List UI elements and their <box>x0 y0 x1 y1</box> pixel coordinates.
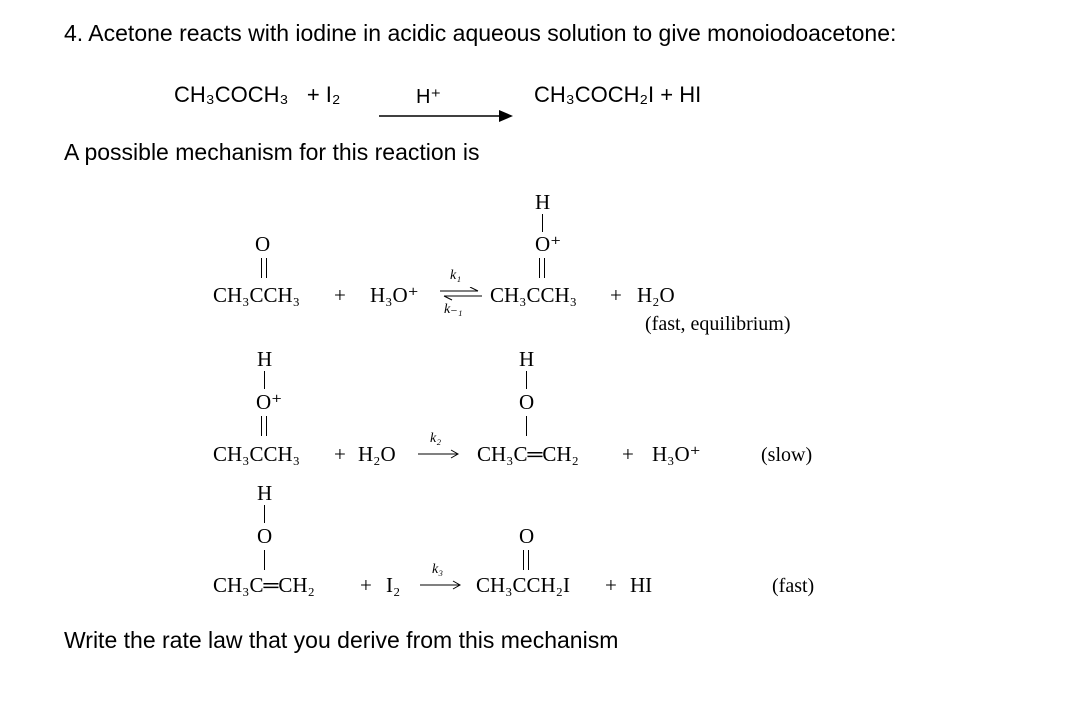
step3-plus-1: + <box>360 573 372 597</box>
step3-double-bond-b <box>528 550 529 570</box>
step3-single-bond-left-bottom <box>264 550 265 570</box>
step2-arrow-icon <box>418 449 460 459</box>
step2-reactant-water: H₂O <box>358 442 396 466</box>
step2-plus-1: + <box>334 442 346 466</box>
step1-single-bond <box>542 214 543 232</box>
step1-plus-2: + <box>610 283 622 307</box>
step3-reactant-iodine: I₂ <box>386 573 401 597</box>
step2-double-bond-b <box>266 416 267 436</box>
step2-k-label: k₂ <box>430 431 442 446</box>
step2-hydrogen-left: H <box>257 347 273 371</box>
step1-double-bond-right-b <box>544 258 545 278</box>
step2-reactant-protonated: CH₃CCH₃ <box>213 442 300 466</box>
step1-product-water: H₂O <box>637 283 675 307</box>
step3-arrow-icon <box>420 580 462 590</box>
question-text: 4. Acetone reacts with iodine in acidic aqueous solution to give monoiodoacetone: <box>64 20 897 46</box>
step2-double-bond-a <box>261 416 262 436</box>
step3-product-hi: HI <box>630 573 653 597</box>
step3-hydrogen-left: H <box>257 481 273 505</box>
rate-law-question: Write the rate law that you derive from this mechanism <box>64 627 619 653</box>
step2-product-hydronium: H₃O⁺ <box>652 442 701 466</box>
step3-product-iodoacetone: CH₃CCH₂I <box>476 573 570 597</box>
step1-double-bond-left-a <box>261 258 262 278</box>
equilibrium-arrow-icon <box>440 287 482 301</box>
step2-product-enol: CH₃C═CH₂ <box>477 442 579 466</box>
step2-enol-oxygen: O <box>519 390 535 414</box>
step3-double-bond-a <box>523 550 524 570</box>
step1-k-reverse: k₋₁ <box>444 302 463 317</box>
mechanism-intro: A possible mechanism for this reaction is <box>64 139 480 165</box>
step1-hydrogen: H <box>535 190 551 214</box>
step3-enol-oxygen: O <box>257 524 273 548</box>
overall-reactant-acetone: CH₃COCH₃ <box>174 82 289 107</box>
step1-reactant-acetone: CH₃CCH₃ <box>213 283 300 307</box>
step2-single-bond-right-bottom <box>526 416 527 436</box>
step1-k-forward: k₁ <box>450 268 462 283</box>
step2-note: (slow) <box>761 444 813 466</box>
step3-k-label: k₃ <box>432 562 444 577</box>
step1-note: (fast, equilibrium) <box>645 313 791 335</box>
reaction-arrow-icon <box>379 108 513 124</box>
step1-product-protonated: CH₃CCH₃ <box>490 283 577 307</box>
step3-plus-2: + <box>605 573 617 597</box>
overall-catalyst: H⁺ <box>416 86 441 108</box>
step3-single-bond-left-top <box>264 505 265 523</box>
step2-single-bond-left <box>264 371 265 389</box>
step1-double-bond-right-a <box>539 258 540 278</box>
step1-oxonium-oxygen: O⁺ <box>535 232 562 256</box>
overall-plus: + <box>306 82 320 107</box>
step1-double-bond-left-b <box>266 258 267 278</box>
step2-hydrogen-right: H <box>519 347 535 371</box>
overall-reactant-iodine: I₂ <box>325 82 341 107</box>
step1-reactant-hydronium: H₃O⁺ <box>370 283 419 307</box>
step3-note: (fast) <box>772 575 815 597</box>
step3-reactant-enol: CH₃C═CH₂ <box>213 573 315 597</box>
overall-products: CH₃COCH₂I + HI <box>534 82 702 107</box>
step3-carbonyl-oxygen: O <box>519 524 535 548</box>
overall-reactants <box>174 82 340 108</box>
step2-single-bond-right-top <box>526 371 527 389</box>
step1-plus-1: + <box>334 283 346 307</box>
step2-oxonium-oxygen: O⁺ <box>256 390 283 414</box>
step1-carbonyl-oxygen: O <box>255 232 271 256</box>
step2-plus-2: + <box>622 442 634 466</box>
